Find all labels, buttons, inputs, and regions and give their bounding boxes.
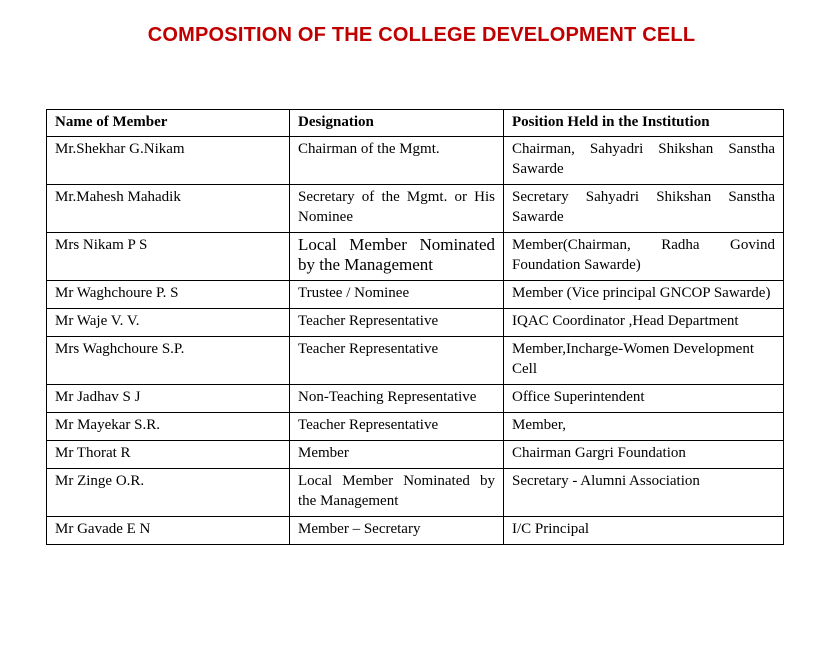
table-row [47, 281, 784, 309]
member-name-cell: Mrs Waghchoure S.P. [47, 337, 290, 385]
position-cell: Secretary - Alumni Association [504, 469, 784, 517]
member-name-cell: Mr.Mahesh Mahadik [47, 185, 290, 233]
member-name-cell: Mrs Nikam P S [47, 233, 290, 281]
table-row [47, 337, 784, 385]
designation-cell: Teacher Representative [290, 413, 504, 441]
position-cell: Chairman, Sahyadri Shikshan Sanstha Sawarde [504, 137, 784, 185]
member-name-cell: Mr Waje V. V. [47, 309, 290, 337]
table-row [47, 309, 784, 337]
table-row [47, 385, 784, 413]
position-cell: IQAC Coordinator ,Head Department [504, 309, 784, 337]
position-cell: Secretary Sahyadri Shikshan Sanstha Sawarde [504, 185, 784, 233]
position-cell: Member (Vice principal GNCOP Sawarde) [504, 281, 784, 309]
designation-cell: Member – Secretary [290, 517, 504, 545]
designation-cell: Local Member Nominated by the Management [290, 233, 504, 281]
designation-cell: Secretary of the Mgmt. or His Nominee [290, 185, 504, 233]
designation-cell: Non-Teaching Representative [290, 385, 504, 413]
page-title: COMPOSITION OF THE COLLEGE DEVELOPMENT CELL [147, 24, 696, 46]
designation-cell: Chairman of the Mgmt. [290, 137, 504, 185]
designation-cell: Member [290, 441, 504, 469]
designation-cell: Local Member Nominated by the Management [290, 469, 504, 517]
designation-cell: Trustee / Nominee [290, 281, 504, 309]
column-header-position: Position Held in the Institution [504, 110, 784, 137]
table-row [47, 137, 784, 185]
member-table [46, 109, 784, 545]
member-name-cell: Mr Thorat R [47, 441, 290, 469]
table-row [47, 469, 784, 517]
table-header-row [47, 110, 784, 137]
designation-cell: Teacher Representative [290, 309, 504, 337]
member-name-cell: Mr Jadhav S J [47, 385, 290, 413]
designation-cell: Teacher Representative [290, 337, 504, 385]
member-name-cell: Mr Waghchoure P. S [47, 281, 290, 309]
column-header-designation: Designation [290, 110, 504, 137]
table-row [47, 185, 784, 233]
table-row [47, 233, 784, 281]
position-cell: Member,Incharge-Women Development Cell [504, 337, 784, 385]
member-name-cell: Mr Gavade E N [47, 517, 290, 545]
table-row [47, 413, 784, 441]
table-row [47, 441, 784, 469]
column-header-name: Name of Member [47, 110, 290, 137]
position-cell: Office Superintendent [504, 385, 784, 413]
member-name-cell: Mr.Shekhar G.Nikam [47, 137, 290, 185]
member-name-cell: Mr Mayekar S.R. [47, 413, 290, 441]
member-name-cell: Mr Zinge O.R. [47, 469, 290, 517]
position-cell: Member, [504, 413, 784, 441]
position-cell: Chairman Gargri Foundation [504, 441, 784, 469]
table-row [47, 517, 784, 545]
position-cell: I/C Principal [504, 517, 784, 545]
position-cell: Member(Chairman, Radha Govind Foundation Sawarde) [504, 233, 784, 281]
